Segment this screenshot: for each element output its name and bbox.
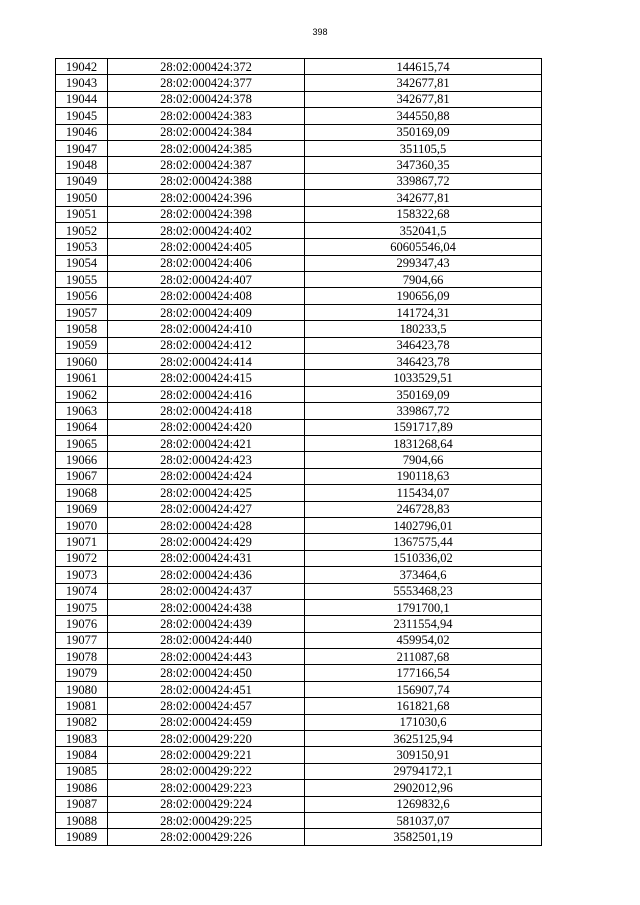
table-row — [56, 550, 542, 566]
table-row — [56, 435, 542, 451]
cadastral-value-cell: 3625125,94 — [305, 731, 542, 747]
cadastral-number-cell: 28:02:000424:450 — [108, 665, 305, 681]
cadastral-number-cell: 28:02:000424:457 — [108, 698, 305, 714]
cadastral-value-cell: 190118,63 — [305, 468, 542, 484]
table-row — [56, 714, 542, 730]
cadastral-value-cell: 171030,6 — [305, 714, 542, 730]
table-row — [56, 583, 542, 599]
cadastral-value-cell: 1591717,89 — [305, 419, 542, 435]
cadastral-value-cell: 141724,31 — [305, 304, 542, 320]
row-number-cell: 19055 — [56, 272, 108, 288]
table-row — [56, 468, 542, 484]
cadastral-number-cell: 28:02:000424:412 — [108, 337, 305, 353]
row-number-cell: 19045 — [56, 108, 108, 124]
table-row — [56, 75, 542, 91]
row-number-cell: 19065 — [56, 435, 108, 451]
cadastral-value-cell: 5553468,23 — [305, 583, 542, 599]
cadastral-value-cell: 342677,81 — [305, 190, 542, 206]
table-row — [56, 517, 542, 533]
row-number-cell: 19084 — [56, 747, 108, 763]
row-number-cell: 19078 — [56, 649, 108, 665]
cadastral-number-cell: 28:02:000429:222 — [108, 763, 305, 779]
table-row — [56, 370, 542, 386]
table-row — [56, 796, 542, 812]
row-number-cell: 19058 — [56, 321, 108, 337]
row-number-cell: 19054 — [56, 255, 108, 271]
cadastral-number-cell: 28:02:000424:438 — [108, 599, 305, 615]
cadastral-value-cell: 342677,81 — [305, 75, 542, 91]
row-number-cell: 19080 — [56, 681, 108, 697]
cadastral-number-cell: 28:02:000424:405 — [108, 239, 305, 255]
cadastral-number-cell: 28:02:000424:431 — [108, 550, 305, 566]
cadastral-number-cell: 28:02:000424:429 — [108, 534, 305, 550]
row-number-cell: 19070 — [56, 517, 108, 533]
row-number-cell: 19063 — [56, 403, 108, 419]
cadastral-number-cell: 28:02:000424:372 — [108, 59, 305, 75]
table-row — [56, 403, 542, 419]
cadastral-value-cell: 1402796,01 — [305, 517, 542, 533]
cadastral-number-cell: 28:02:000424:425 — [108, 485, 305, 501]
row-number-cell: 19088 — [56, 812, 108, 828]
row-number-cell: 19050 — [56, 190, 108, 206]
table-row — [56, 829, 542, 845]
cadastral-value-cell: 1510336,02 — [305, 550, 542, 566]
table-row — [56, 124, 542, 140]
cadastral-value-cell: 299347,43 — [305, 255, 542, 271]
row-number-cell: 19079 — [56, 665, 108, 681]
cadastral-value-cell: 373464,6 — [305, 567, 542, 583]
cadastral-number-cell: 28:02:000424:427 — [108, 501, 305, 517]
cadastral-value-cell: 459954,02 — [305, 632, 542, 648]
table-row — [56, 599, 542, 615]
cadastral-number-cell: 28:02:000424:402 — [108, 222, 305, 238]
table-row — [56, 763, 542, 779]
cadastral-number-cell: 28:02:000429:225 — [108, 812, 305, 828]
cadastral-value-cell: 115434,07 — [305, 485, 542, 501]
row-number-cell: 19052 — [56, 222, 108, 238]
cadastral-number-cell: 28:02:000424:421 — [108, 435, 305, 451]
row-number-cell: 19056 — [56, 288, 108, 304]
table-row — [56, 173, 542, 189]
cadastral-number-cell: 28:02:000424:398 — [108, 206, 305, 222]
table-row — [56, 386, 542, 402]
row-number-cell: 19069 — [56, 501, 108, 517]
cadastral-number-cell: 28:02:000424:418 — [108, 403, 305, 419]
cadastral-number-cell: 28:02:000424:378 — [108, 91, 305, 107]
row-number-cell: 19046 — [56, 124, 108, 140]
cadastral-value-cell: 2311554,94 — [305, 616, 542, 632]
cadastral-value-cell: 156907,74 — [305, 681, 542, 697]
table-row — [56, 157, 542, 173]
table-row — [56, 206, 542, 222]
table-row — [56, 59, 542, 75]
cadastral-value-cell: 1367575,44 — [305, 534, 542, 550]
cadastral-value-cell: 1831268,64 — [305, 435, 542, 451]
cadastral-number-cell: 28:02:000429:221 — [108, 747, 305, 763]
table-row — [56, 108, 542, 124]
row-number-cell: 19076 — [56, 616, 108, 632]
table-row — [56, 321, 542, 337]
cadastral-number-cell: 28:02:000424:414 — [108, 354, 305, 370]
table-row — [56, 567, 542, 583]
row-number-cell: 19060 — [56, 354, 108, 370]
cadastral-value-cell: 347360,35 — [305, 157, 542, 173]
cadastral-value-cell: 352041,5 — [305, 222, 542, 238]
row-number-cell: 19073 — [56, 567, 108, 583]
table-row — [56, 649, 542, 665]
cadastral-number-cell: 28:02:000424:384 — [108, 124, 305, 140]
cadastral-value-cell: 350169,09 — [305, 124, 542, 140]
table-row — [56, 698, 542, 714]
cadastral-number-cell: 28:02:000424:406 — [108, 255, 305, 271]
cadastral-value-cell: 1033529,51 — [305, 370, 542, 386]
row-number-cell: 19071 — [56, 534, 108, 550]
table-body — [56, 59, 542, 846]
cadastral-number-cell: 28:02:000424:410 — [108, 321, 305, 337]
cadastral-value-cell: 3582501,19 — [305, 829, 542, 845]
cadastral-value-cell: 177166,54 — [305, 665, 542, 681]
table-row — [56, 616, 542, 632]
cadastral-value-cell: 211087,68 — [305, 649, 542, 665]
table-row — [56, 354, 542, 370]
cadastral-number-cell: 28:02:000429:223 — [108, 780, 305, 796]
row-number-cell: 19087 — [56, 796, 108, 812]
table-row — [56, 681, 542, 697]
table-row — [56, 255, 542, 271]
cadastral-value-cell: 7904,66 — [305, 272, 542, 288]
cadastral-value-cell: 158322,68 — [305, 206, 542, 222]
cadastral-number-cell: 28:02:000424:440 — [108, 632, 305, 648]
cadastral-number-cell: 28:02:000424:459 — [108, 714, 305, 730]
cadastral-number-cell: 28:02:000424:387 — [108, 157, 305, 173]
table-row — [56, 780, 542, 796]
table-row — [56, 239, 542, 255]
cadastral-value-cell: 309150,91 — [305, 747, 542, 763]
cadastral-number-cell: 28:02:000429:220 — [108, 731, 305, 747]
row-number-cell: 19059 — [56, 337, 108, 353]
cadastral-number-cell: 28:02:000424:420 — [108, 419, 305, 435]
cadastral-value-cell: 346423,78 — [305, 337, 542, 353]
cadastral-value-cell: 344550,88 — [305, 108, 542, 124]
table-row — [56, 632, 542, 648]
table-row — [56, 485, 542, 501]
row-number-cell: 19067 — [56, 468, 108, 484]
row-number-cell: 19075 — [56, 599, 108, 615]
cadastral-number-cell: 28:02:000424:437 — [108, 583, 305, 599]
cadastral-value-cell: 346423,78 — [305, 354, 542, 370]
row-number-cell: 19048 — [56, 157, 108, 173]
cadastral-number-cell: 28:02:000424:439 — [108, 616, 305, 632]
table-row — [56, 534, 542, 550]
cadastral-value-cell: 7904,66 — [305, 452, 542, 468]
cadastral-value-cell: 581037,07 — [305, 812, 542, 828]
table-row — [56, 419, 542, 435]
cadastral-number-cell: 28:02:000424:383 — [108, 108, 305, 124]
row-number-cell: 19042 — [56, 59, 108, 75]
table-row — [56, 222, 542, 238]
cadastral-number-cell: 28:02:000424:396 — [108, 190, 305, 206]
cadastral-number-cell: 28:02:000424:388 — [108, 173, 305, 189]
row-number-cell: 19053 — [56, 239, 108, 255]
row-number-cell: 19047 — [56, 140, 108, 156]
cadastral-value-cell: 2902012,96 — [305, 780, 542, 796]
cadastral-value-cell: 1791700,1 — [305, 599, 542, 615]
cadastral-number-cell: 28:02:000429:226 — [108, 829, 305, 845]
cadastral-value-cell: 351105,5 — [305, 140, 542, 156]
row-number-cell: 19057 — [56, 304, 108, 320]
row-number-cell: 19051 — [56, 206, 108, 222]
cadastral-value-cell: 339867,72 — [305, 173, 542, 189]
row-number-cell: 19066 — [56, 452, 108, 468]
cadastral-value-cell: 144615,74 — [305, 59, 542, 75]
cadastral-value-table — [55, 58, 542, 846]
row-number-cell: 19086 — [56, 780, 108, 796]
table-row — [56, 190, 542, 206]
table-row — [56, 665, 542, 681]
row-number-cell: 19083 — [56, 731, 108, 747]
table-row — [56, 501, 542, 517]
cadastral-number-cell: 28:02:000424:409 — [108, 304, 305, 320]
cadastral-value-cell: 161821,68 — [305, 698, 542, 714]
cadastral-number-cell: 28:02:000424:424 — [108, 468, 305, 484]
cadastral-number-cell: 28:02:000424:385 — [108, 140, 305, 156]
row-number-cell: 19061 — [56, 370, 108, 386]
row-number-cell: 19044 — [56, 91, 108, 107]
cadastral-number-cell: 28:02:000429:224 — [108, 796, 305, 812]
row-number-cell: 19085 — [56, 763, 108, 779]
table-row — [56, 731, 542, 747]
cadastral-value-cell: 1269832,6 — [305, 796, 542, 812]
cadastral-value-cell: 190656,09 — [305, 288, 542, 304]
table-row — [56, 337, 542, 353]
row-number-cell: 19064 — [56, 419, 108, 435]
cadastral-number-cell: 28:02:000424:443 — [108, 649, 305, 665]
cadastral-number-cell: 28:02:000424:416 — [108, 386, 305, 402]
row-number-cell: 19043 — [56, 75, 108, 91]
row-number-cell: 19062 — [56, 386, 108, 402]
row-number-cell: 19049 — [56, 173, 108, 189]
row-number-cell: 19074 — [56, 583, 108, 599]
row-number-cell: 19082 — [56, 714, 108, 730]
table-row — [56, 452, 542, 468]
cadastral-number-cell: 28:02:000424:407 — [108, 272, 305, 288]
table-row — [56, 288, 542, 304]
cadastral-value-cell: 342677,81 — [305, 91, 542, 107]
table-row — [56, 747, 542, 763]
cadastral-number-cell: 28:02:000424:423 — [108, 452, 305, 468]
cadastral-value-cell: 60605546,04 — [305, 239, 542, 255]
table-row — [56, 304, 542, 320]
page-number: 398 — [312, 27, 328, 37]
cadastral-number-cell: 28:02:000424:428 — [108, 517, 305, 533]
cadastral-value-cell: 29794172,1 — [305, 763, 542, 779]
cadastral-number-cell: 28:02:000424:451 — [108, 681, 305, 697]
row-number-cell: 19072 — [56, 550, 108, 566]
cadastral-value-cell: 350169,09 — [305, 386, 542, 402]
cadastral-value-cell: 180233,5 — [305, 321, 542, 337]
cadastral-value-cell: 339867,72 — [305, 403, 542, 419]
table-row — [56, 140, 542, 156]
table-row — [56, 272, 542, 288]
cadastral-value-cell: 246728,83 — [305, 501, 542, 517]
row-number-cell: 19068 — [56, 485, 108, 501]
cadastral-number-cell: 28:02:000424:377 — [108, 75, 305, 91]
cadastral-number-cell: 28:02:000424:415 — [108, 370, 305, 386]
row-number-cell: 19081 — [56, 698, 108, 714]
table-row — [56, 91, 542, 107]
table-row — [56, 812, 542, 828]
cadastral-number-cell: 28:02:000424:436 — [108, 567, 305, 583]
cadastral-number-cell: 28:02:000424:408 — [108, 288, 305, 304]
row-number-cell: 19089 — [56, 829, 108, 845]
row-number-cell: 19077 — [56, 632, 108, 648]
